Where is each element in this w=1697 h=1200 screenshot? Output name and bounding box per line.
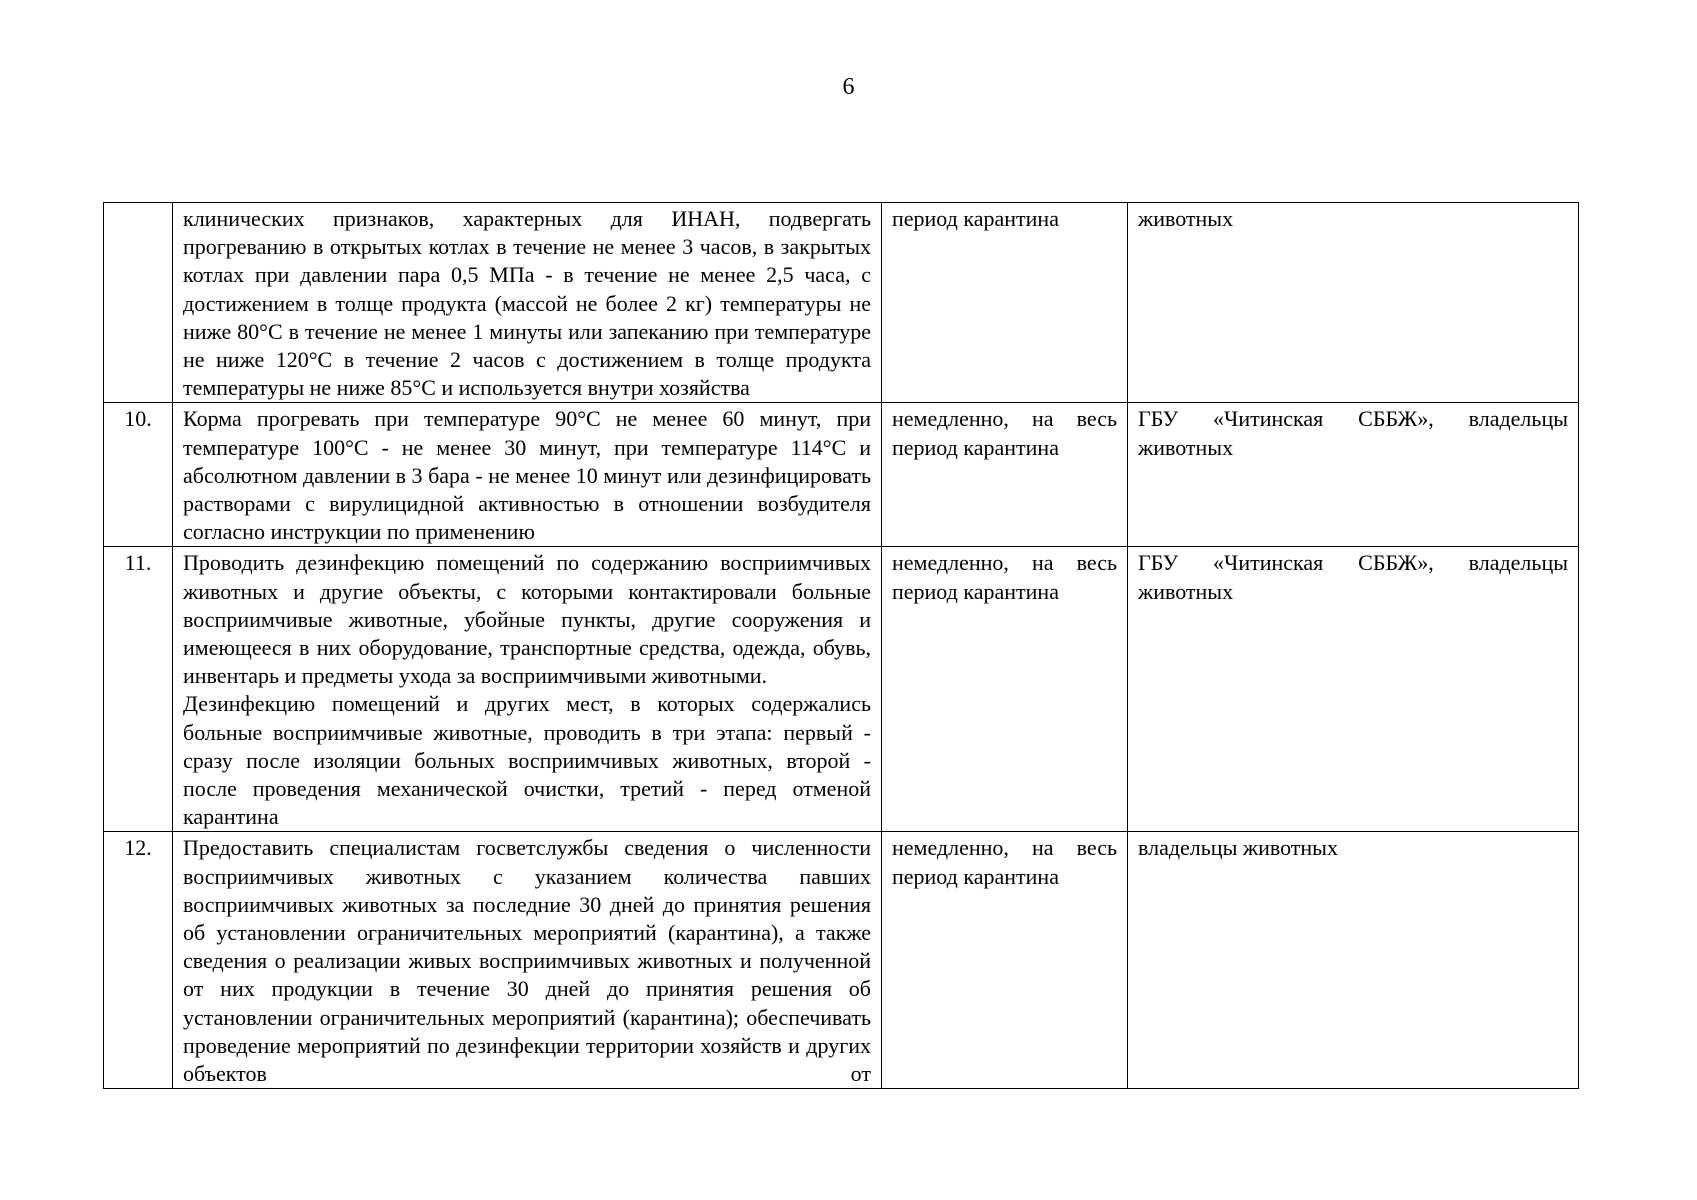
action-cell <box>173 403 882 547</box>
measures-table <box>103 202 1579 1089</box>
table-row <box>104 403 1579 547</box>
row-number: 11. <box>104 547 173 832</box>
responsible-cell: владельцы животных <box>1128 832 1579 1089</box>
measures-table-body <box>104 203 1579 1089</box>
action-cell <box>173 203 882 403</box>
table-row <box>104 832 1579 1089</box>
action-cell <box>173 832 882 1089</box>
page-number: 6 <box>842 74 855 100</box>
responsible-cell: животных <box>1128 203 1579 403</box>
action-paragraph: клинических признаков, характерных для ИНАН, подвергать прогреванию в открытых котлах в течение не менее 3 часов, в закрытых котлах при давлении пара 0,5 МПа - в течение не менее 2,5 часа, с достижением в толще продукта (массой не более 2 кг) температуры не ниже 80°С в течение не менее 1 минуты или запеканию при температуре не ниже 120°С в течение 2 часов с достижением в толще продукта температуры не ниже 85°С и используется внутри хозяйства <box>183 206 871 401</box>
term-cell: период карантина <box>882 203 1128 403</box>
term-cell: немедленно, на весь период карантина <box>882 832 1128 1089</box>
action-paragraph: Дезинфекцию помещений и других мест, в которых содержались больные восприимчивые животные, проводить в три этапа: первый - сразу после изоляции больных восприимчивых животных, второй - после проведения механической очистки, третий - перед отменой карантина <box>183 691 871 830</box>
term-cell: немедленно, на весь период карантина <box>882 547 1128 832</box>
row-number <box>104 203 173 403</box>
term-cell: немедленно, на весь период карантина <box>882 403 1128 547</box>
action-paragraph: Предоставить специалистам госветслужбы сведения о численности восприимчивых животных с указанием количества павших восприимчивых животных за последние 30 дней до принятия решения об установлении ограничительных мероприятий (карантина), а также сведения о реализации живых восприимчивых животных и полученной от них продукции в течение 30 дней до принятия решения об установлении ограничительных мероприятий (карантина); обеспечивать проведение мероприятий по дезинфекции территории хозяйств и других объектов от <box>183 835 871 1087</box>
action-cell <box>173 547 882 832</box>
table-row <box>104 547 1579 832</box>
responsible-cell: ГБУ «Читинская СББЖ», владельцы животных <box>1128 547 1579 832</box>
action-paragraph: Проводить дезинфекцию помещений по содержанию восприимчивых животных и другие объекты, с которыми контактировали больные восприимчивые животные, убойные пункты, другие сооружения и имеющееся в них оборудование, транспортные средства, одежда, обувь, инвентарь и предметы ухода за восприимчивыми животными. <box>183 550 871 689</box>
row-number: 12. <box>104 832 173 1089</box>
table-row <box>104 203 1579 403</box>
row-number: 10. <box>104 403 173 547</box>
responsible-cell: ГБУ «Читинская СББЖ», владельцы животных <box>1128 403 1579 547</box>
action-paragraph: Корма прогревать при температуре 90°С не менее 60 минут, при температуре 100°С - не менее 30 минут, при температуре 114°С и абсолютном давлении в 3 бара - не менее 10 минут или дезинфицировать растворами с вирулицидной активностью в отношении возбудителя согласно инструкции по применению <box>183 406 871 545</box>
